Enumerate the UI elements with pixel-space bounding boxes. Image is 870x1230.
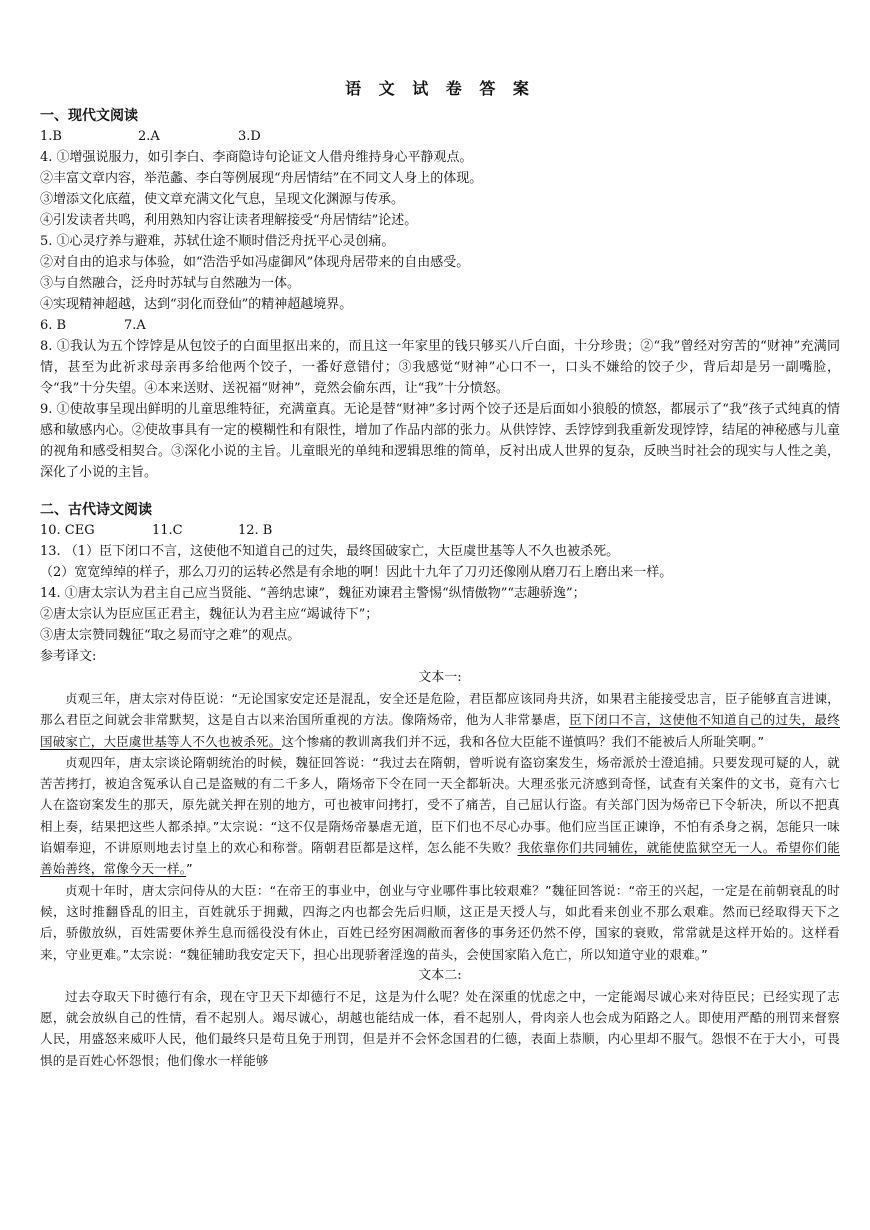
answer-line: ③增添文化底蕴，使文章充满文化气息，呈现文化渊源与传承。 [40,192,405,207]
answer-item: 6. B [40,318,67,333]
translation-paragraph: 过去夺取天下时德行有余，现在守卫天下却德行不足，这是为什么呢？处在深重的忧虑之中，一定能竭尽诚心来对待臣民；已经实现了志愿，就会放纵自己的性情，看不起别人。竭尽诚心，胡越也能结成一体，看不起别人，骨肉亲人也会成为陌路之人。即使用严酷的刑罚来督察人民，用盛怒来威吓人民，他们最终只是苟且免于刑罚，但是并不会怀念国君的仁德，表面上恭顺，内心里却不服气。怨恨不在于大小，可畏惧的是百姓心怀怨恨；他们像水一样能够 [40,988,840,1068]
translation-paragraph [40,688,840,752]
page-title: 语 文 试 卷 答 案 [345,79,535,98]
answer-line: （2）宽宽绰绰的样子，那么刀刃的运转必然是有余地的啊！因此十九年了刀刃还像刚从磨刀石上磨出来一样。 [40,565,673,580]
answer-item: 7.A [124,318,146,333]
text-two-label: 文本二: [418,967,462,983]
answers-10-12 [40,520,840,541]
answer-line: 5. ①心灵疗养与避难，苏轼仕途不顺时借泛舟抚平心灵创痛。 [40,234,395,249]
answer-line: ③唐太宗赞同魏征“取之易而守之难”的观点。 [40,628,301,643]
reference-label: 参考译文: [40,649,97,664]
answer-line: 4. ①增强说服力，如引李白、李商隐诗句论证文人借舟维持身心平静观点。 [40,150,473,165]
answer-item: 3.D [238,129,261,144]
answer-item: 11.C [152,523,183,538]
answer-paragraph-q9: 9. ①使故事呈现出鲜明的儿童思维特征，充满童真。无论是替“财神”多讨两个饺子还是后面如小狼般的愤怒，都展示了“我”孩子式纯真的情感和敏感内心。②使故事具有一定的模糊性和有限性，增加了作品内部的张力。从供饽饽、丢饽饽到我重新发现饽饽，结尾的神秘感与儿童的视角和感受相契合。③深化小说的主旨。儿童眼光的单纯和逻辑思维的简单，反衬出成人世界的复杂，反映当时社会的现实与人性之美，深化了小说的主旨。 [40,402,840,480]
translation-text: 贞观三年，唐太宗对侍臣说：“无论国家安定还是混乱，安全还是危险，君臣都应该同舟共济，如果君主能接受忠言，臣子能够直言进谏，那么君臣之间就会非常默契，这是自古以来治国所重视的方法。像隋炀帝，他为人非常暴虐， [40,691,840,728]
translation-text: 这个惨痛的教训离我们并不远，我和各位大臣能不谨慎吗？我们不能被后人所耻笑啊。” [281,733,765,749]
answer-sheet [40,78,840,1071]
answer-line: 13. （1）臣下闭口不言，这使他不知道自己的过失，最终国破家亡，大臣虞世基等人不久也被杀死。 [40,544,620,559]
answer-item: 2.A [138,129,160,144]
answer-line: ③与自然融合，泛舟时苏轼与自然融为一体。 [40,276,301,291]
text-one-label: 文本一: [418,670,462,685]
answer-item: 1.B [40,129,62,144]
translation-text: 贞观四年，唐太宗谈论隋朝统治的时候，魏征回答说：“我过去在隋朝，曾听说有盗窃案发生，炀帝派於士澄追捕。只要发现可疑的人，就苦苦拷打，被迫含冤承认自己是盗贼的有二千多人，隋炀帝下令在同一天全都斩决。大理丞张元济感到奇怪，试查有关案件的文书，竟有六七人在盗窃案发生的那天，原先就关押在别的地方，可也被审问拷打，受不了痛苦，自己屈认行盗。有关部门因为炀帝已下令斩决，所以不把真相上奏，结果把这些人都杀掉。”太宗说：“这不仅是隋炀帝暴虐无道，臣下们也不尽心办事。他们应当匡正谏诤，不怕有杀身之祸，怎能只一味谄媚奉迎，不讲原则地去讨皇上的欢心和称誉。隋朝君臣都是这样，怎么能不失败？ [40,754,840,856]
answer-paragraph-q8: 8. ①我认为五个饽饽是从包饺子的白面里抠出来的，而且这一年家里的钱只够买八斤白面，十分珍贵；②“我”曾经对穷苦的“财神”充满同情，甚至为此祈求母亲再多给他两个饺子，一番好意错付；③我感觉“财神”心口不一，口头不嫌给的饺子少，背后却是另一副嘴脸，令“我”十分失望。④本来送财、送祝福“财神”，竟然会偷东西，让“我”十分愤怒。 [40,339,840,396]
underlined-translation: 臣下闭口不言，这使他不知道自己的过失，最终国破家亡，大臣虞世基等人不久也被杀死。 [40,712,841,749]
answer-line: ②丰富文章内容，举范蠡、李白等例展现“舟居情结”在不同文人身上的体现。 [40,171,483,186]
translation-paragraph: 贞观十年时，唐太宗问侍从的大臣：“在帝王的事业中，创业与守业哪件事比较艰难？”魏征回答说：“帝王的兴起，一定是在前朝衰乱的时候，这时推翻昏乱的旧主，百姓就乐于拥戴，四海之内也都会先后归顺，这正是天授人与，如此看来创业不那么艰难。然而已经取得天下之后，骄傲放纵，百姓需要休养生息而徭役没有休止，百姓已经穷困凋敝而奢侈的事务还仍然不停，国家的衰败，常常就是这样开始的。这样看来，守业更难。”太宗说：“魏征辅助我安定天下，担心出现骄奢淫逸的苗头，会使国家陷入危亡，所以知道守业的艰难。” [40,882,840,962]
answer-line: ②对自由的追求与体验，如“浩浩乎如冯虚御风”体现舟居带来的自由感受。 [40,255,470,270]
answers-6-7 [40,315,840,336]
section-heading-modern: 一、现代文阅读 [40,108,138,124]
answer-line: 14. ①唐太宗认为君主自己应当贤能、“善纳忠谏”，魏征劝谏君主警惕“纵情傲物”“志趣骄逸”； [40,586,586,601]
answer-item: 10. CEG [40,523,95,538]
answer-line: ④引发读者共鸣，利用熟知内容让读者理解接受“舟居情结”论述。 [40,213,418,228]
answer-line: ②唐太宗认为臣应匡正君主，魏征认为君主应“竭诚待下”； [40,607,379,622]
underlined-translation: 我依靠你们共同辅佐，就能使监狱空无一人。希望你们能善始善终，常像今天一样。 [40,840,840,877]
answer-line: ④实现精神超越，达到“羽化而登仙”的精神超越境界。 [40,297,353,312]
translation-text: ” [186,861,193,877]
answers-1-3 [40,126,840,147]
section-heading-classical: 二、古代诗文阅读 [40,502,152,518]
answer-item: 12. B [238,523,273,538]
translation-paragraph [40,752,840,880]
